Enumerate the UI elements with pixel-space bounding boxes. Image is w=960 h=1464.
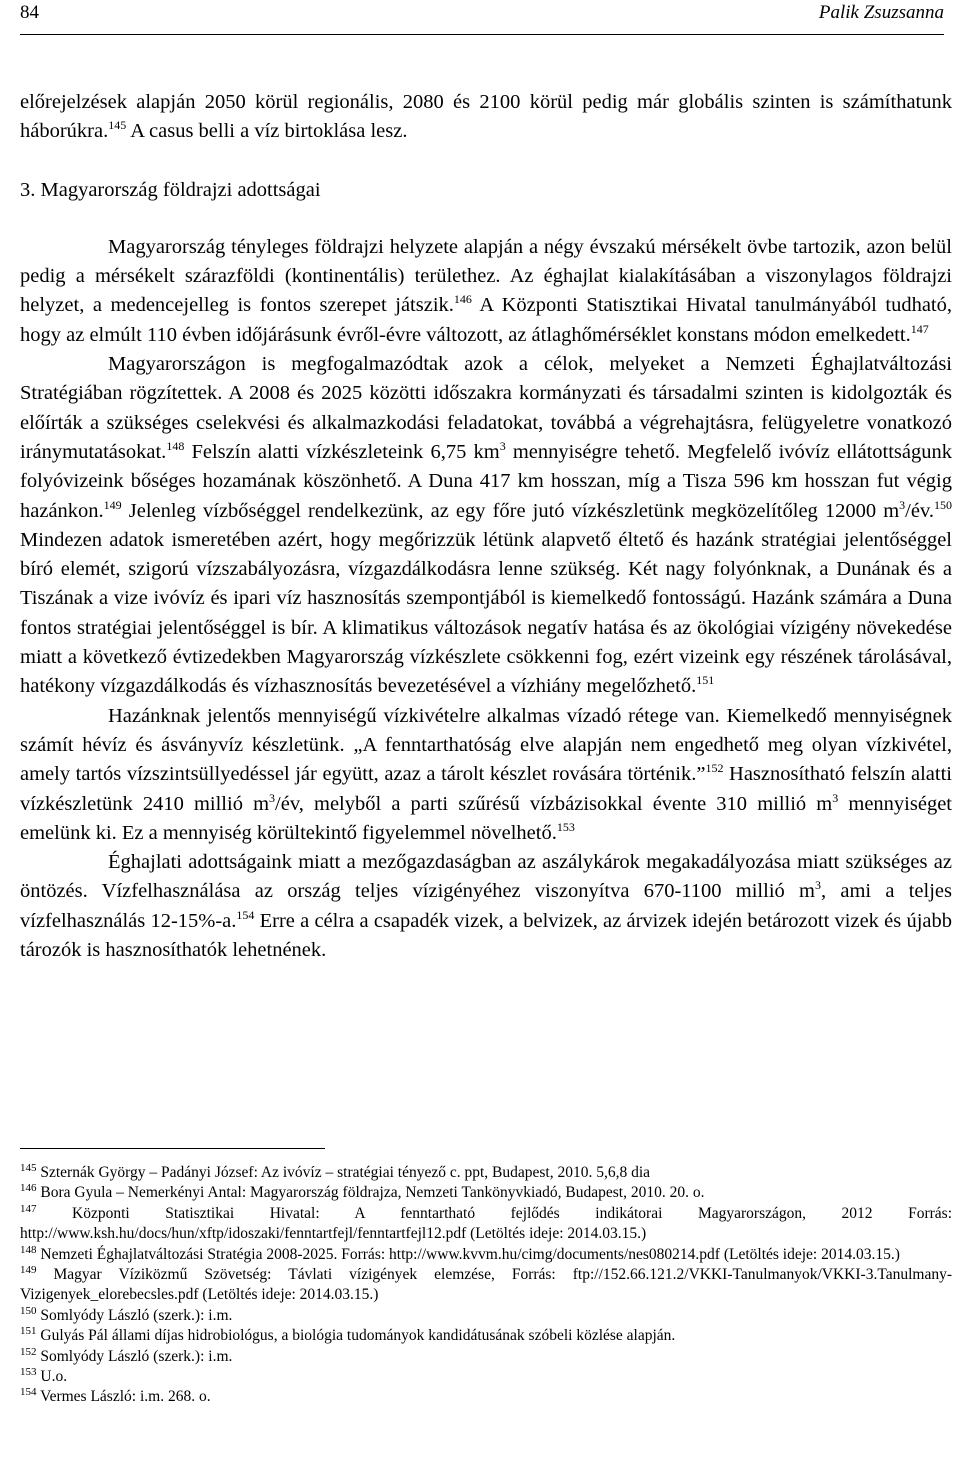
superscript-cube: 3 [269,790,276,805]
footnote-ref-146[interactable]: 146 [453,292,472,307]
footnote-145: $^{145}$ Szternák György – Padányi József: Az ivóvíz – stratégiai tényező c. ppt, Budapest, 2010. 5,6,8 dia [20,1162,651,1181]
superscript-cube: 3 [899,497,906,512]
footnote-148: $^{148}$ Nemzeti Éghajlatváltozási Stratégia 2008-2025. Forrás: http://www.kvvm.hu/cimg/documents/nes080214.pdf (Letöltés ideje: 2014.03.15.) [20,1243,900,1263]
footnote-ref-151[interactable]: 151 [696,673,715,688]
running-head-author: Palik Zsuzsanna [818,2,944,23]
footnote-152: $^{152}$ Somlyódy László (szerk.): i.m. [20,1345,233,1365]
footnote-ref-152[interactable]: 152 [705,761,724,776]
footnote-154: $^{154}$ Vermes László: i.m. 268. o. [20,1386,211,1406]
footnote-ref-153[interactable]: 153 [556,819,575,834]
footnotes-section [20,1163,952,1408]
footnote-146: $^{146}$ Bora Gyula – Nemerkényi Antal: Magyarország földrajza, Nemzeti Tankönyvkiadó, Budapest, 2010. 20. o. [20,1182,705,1202]
page-number: 84 [20,2,39,23]
paragraph-3: Magyarországon is megfogalmazódtak azok a célok, melyeket a Nemzeti Éghajlatváltozási Stratégiában rögzítettek. A 2008 és 2025 közötti időszakra kormányzati és társadalmi szinten is kidolgozták és előírták a szükséges cselekvési és alkalmazkodási feladatokat, továbbá a végrehajtásra, felügyeletre vonatkozó iránymutatásokat.$^{148}$ Felszín alatti vízkészleteink 6,75 $km^3$ mennyiségre tehető. Megfelelő ivóvíz ellátottságunk folyóvizeink bőséges hozamának köszönhető. A Duna 417 km hosszan, míg a Tisza 596 km hosszan fut végig hazánkon.$^{149}$ Jelenleg vízbőséggel rendelkezünk, az egy főre jutó vízkészletünk megközelítőleg 12000 $m^3/év.^{150}$ Mindezen adatok ismeretében azért, hogy megőrizzük létünk alapvető éltető és hazánk stratégiai jelentőséggel bíró elemét, szigorú vízszabályozásra, vízgazdálkodásra lenne szükség. Két nagy folyónknak, a Dunának és a Tiszának a vize ivóvíz és ipari víz hasznosítás szempontjából is kiemelkedő fontosságú. Hazánk számára a Duna fontos stratégiai jelentőséggel is bír. A klimatikus változások negatív hatása és az ökológiai vízigény növekedése miatt a következő évtizedekben Magyarország vízkészlete csökkenni fog, ezért vizeink egy részének tárolásával, hatékony vízgazdálkodás és vízhasznosítás bevezetésével a vízhiány megelőzhető.$^{151}$ [20,353,952,698]
footnote-ref-147[interactable]: 147 [910,321,929,336]
footnote-ref-148[interactable]: 148 [166,438,185,453]
footnote-ref-149[interactable]: 149 [103,497,122,512]
footnote-separator [20,1148,325,1149]
footnote-ref-145[interactable]: 145 [108,118,127,133]
superscript-cube: 3 [814,878,821,893]
footnote-150: $^{150}$ Somlyódy László (szerk.): i.m. [20,1304,233,1324]
footnote-ref-150[interactable]: 150 [934,497,952,512]
paragraph-4: Hazánknak jelentős mennyiségű vízkivételre alkalmas vízadó rétege van. Kiemelkedő mennyiségnek számít hévíz és ásványvíz készletünk. „A fenntarthatóság elve alapján nem engedhető meg olyan vízkivétel, amely tartós vízszintsüllyedéssel jár együtt, azaz a tárolt készlet rovására történik.”$^{152}$ Hasznosítható felszín alatti vízkészletünk 2410 millió $m^3/év$, melyből a parti szűrésű vízbázisokkal évente 310 millió $m^3$ mennyiséget emelünk ki. Ez a mennyiség körültekintő figyelemmel növelhető.$^{153}$ [20,704,952,844]
footnote-149: $^{149}$ Magyar Víziközmű Szövetség: Távlati vízigények elemzése, Forrás: ftp://152.66.121.2/VKKI-Tanulmanyok/VKKI-3.Tanulmany-Vizigenyek_elorebecsles.pdf (Letöltés ideje: 2014.03.15.) [20,1264,952,1304]
superscript-cube: 3 [832,790,839,805]
page-header [20,0,944,34]
footnote-153: $^{153}$ U.o. [20,1366,68,1386]
paragraph-2: Magyarország tényleges földrajzi helyzete alapján a négy évszakú mérsékelt övbe tartozik, azon belül pedig a mérsékelt szárazföldi (kontinentális) területhez. Az éghajlat kialakításában a viszonylagos földrajzi helyzet, a medencejelleg is fontos szerepet játszik.$^{146}$ A Központi Statisztikai Hivatal tanulmányából tudható, hogy az elmúlt 110 évben időjárásunk évről-évre változott, az átlaghőmérséklet konstans módon emelkedett.$^{147}$ [20,235,952,346]
paragraph-5: Éghajlati adottságaink miatt a mezőgazdaságban az aszálykárok megakadályozása miatt szükséges az öntözés. Vízfelhasználása az ország teljes vízigényéhez viszonyítva 670-1100 millió $m^3$, ami a teljes vízfelhasználás 12-15%-a.$^{154}$ Erre a célra a csapadék vizek, a belvizek, az árvizek idején betározott vizek és újabb tározók is hasznosíthatók lehetnének. [20,851,953,962]
main-text [20,88,952,965]
footnote-147: $^{147}$ Központi Statisztikai Hivatal: A fenntartható fejlődés indikátorai Magyarországon, 2012 Forrás: http://www.ksh.hu/docs/hun/xftp/idoszaki/fenntartfejl/fenntartfejl12.pdf (Letöltés ideje: 2014.03.15.) [20,1202,952,1243]
superscript-cube: 3 [499,438,506,453]
footnote-151: $^{151}$ Gulyás Pál állami díjas hidrobiológus, a biológia tudományok kandidátusának szóbeli közlése alapján. [20,1325,676,1345]
header-rule [20,34,944,35]
footnote-ref-154[interactable]: 154 [236,907,255,922]
section-heading: 3. Magyarország földrajzi adottságai [20,178,321,201]
paragraph-1: előrejelzések alapján 2050 körül regionális, 2080 és 2100 körül pedig már globális szinten is számíthatunk háborúkra.$^{145}$ A casus belli a víz birtoklása lesz. [20,91,952,143]
